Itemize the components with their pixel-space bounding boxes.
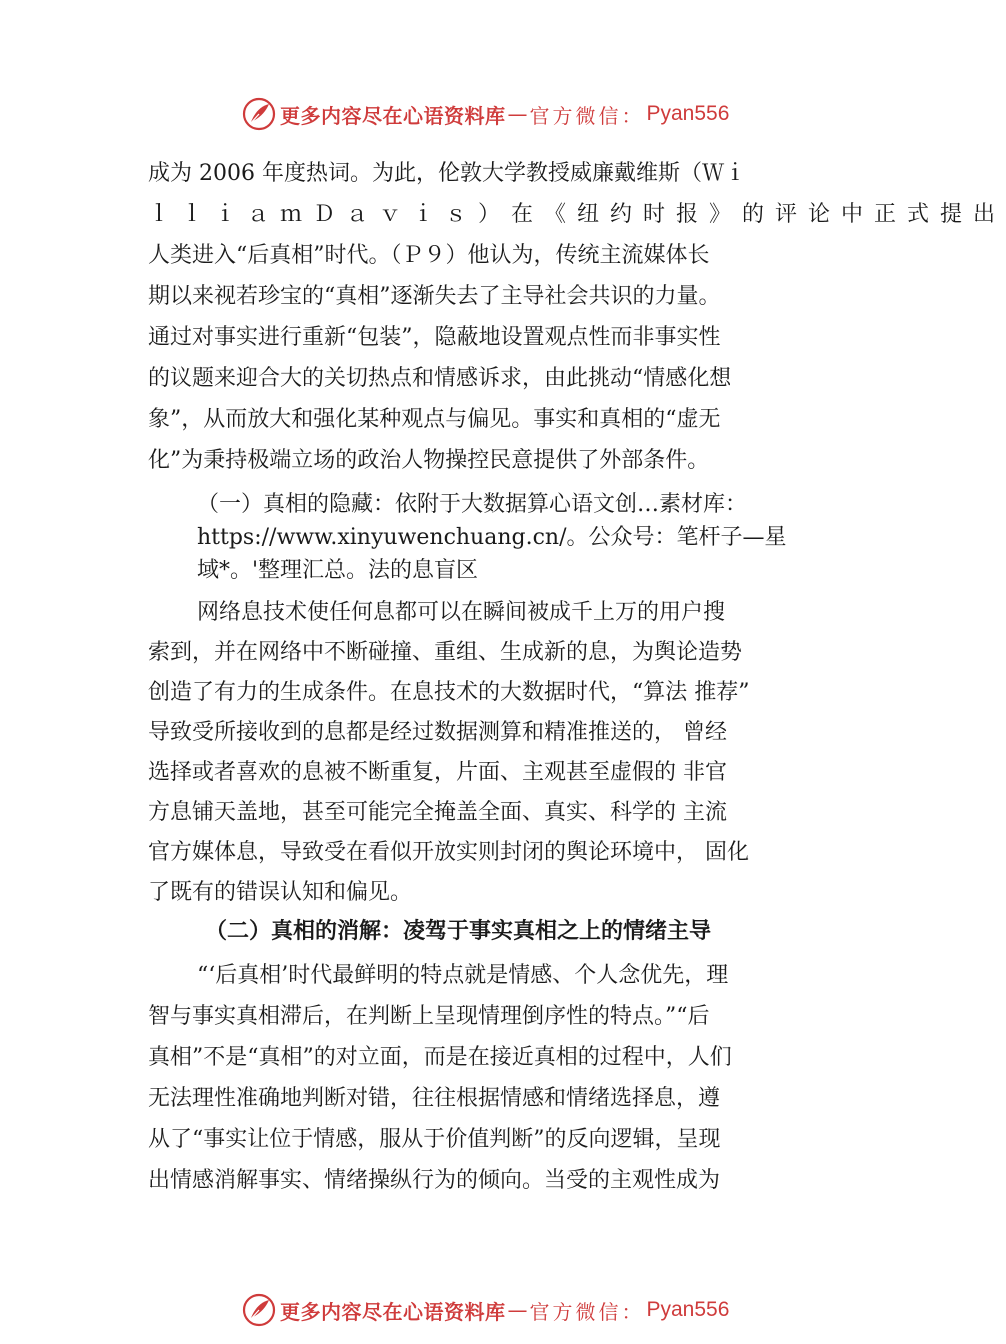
wechat-label: 官方微信： [529,1299,645,1324]
wechat-id: Pyan556 [646,1298,730,1321]
text-line: 了既有的错误认知和偏见。 [148,880,413,905]
feather-pen-logo-icon [242,97,276,131]
text-line: 无法理性准确地判断对错，往往根据情感和情绪选择息，遵 [148,1086,721,1111]
text-line: https://www.xinyuwenchuang.cn/。公众号：笔杆子—星 [197,525,787,550]
text-line: 域*。'整理汇总。法的息盲区 [197,558,479,583]
text-line: 真相”不是“真相”的对立面，而是在接近真相的过程中，人们 [148,1045,732,1070]
section-heading-2: （二）真相的消解：凌驾于事实真相之上的情绪主导 [205,918,712,944]
text-line: 网络息技术使任何息都可以在瞬间被成千上万的用户搜 [197,600,726,625]
text-line: 出情感消解事实、情绪操纵行为的倾向。当受的主观性成为 [148,1168,721,1193]
text-line: 官方媒体息，导致受在看似开放实则封闭的舆论环境中， 固化 [148,840,749,865]
text-line: 象”，从而放大和强化某种观点与偏见。事实和真相的“虚无 [148,407,721,432]
text-line: 导致受所接收到的息都是经过数据测算和精准推送的， 曾经 [148,720,727,745]
text-line: 的议题来迎合大的关切热点和情感诉求，由此挑动“情感化想 [148,366,732,391]
brand-dash: — [507,102,528,126]
brand-text: 更多内容尽在心语资料库 [280,103,506,128]
text-line: ｌｌｉａｍＤａｖｉｓ）在《纽约时报》的评论中正式提出 [148,202,1006,227]
feather-pen-logo-icon [242,1293,276,1327]
text-line: 人类进入“后真相”时代。（Ｐ９）他认为，传统主流媒体长 [148,243,710,268]
text-line: 成为 2006 年度热词。为此，伦敦大学教授威廉戴维斯（Ｗｉ [148,161,746,186]
header-banner [0,92,950,136]
text-line: “‘后真相’时代最鲜明的特点就是情感、个人念优先，理 [197,963,729,988]
text-line: 化”为秉持极端立场的政治人物操控民意提供了外部条件。 [148,448,710,473]
text-line: 索到，并在网络中不断碰撞、重组、生成新的息，为舆论造势 [148,640,743,665]
text-line: 通过对事实进行重新“包装”，隐蔽地设置观点性而非事实性 [148,325,721,350]
wechat-id: Pyan556 [646,102,730,125]
text-line: 方息铺天盖地，甚至可能完全掩盖全面、真实、科学的 主流 [148,800,727,825]
text-line: 期以来视若珍宝的“真相”逐渐失去了主导社会共识的力量。 [148,284,721,309]
wechat-label: 官方微信： [529,103,645,128]
text-line: 从了“事实让位于情感，服从于价值判断”的反向逻辑，呈现 [148,1127,721,1152]
text-line: 创造了有力的生成条件。在息技术的大数据时代，“算法 推荐” [148,680,750,705]
text-line: 选择或者喜欢的息被不断重复，片面、主观甚至虚假的 非官 [148,760,727,785]
brand-dash: — [507,1298,528,1322]
footer-banner [0,1288,950,1332]
brand-text: 更多内容尽在心语资料库 [280,1299,506,1324]
text-line: 智与事实真相滞后，在判断上呈现情理倒序性的特点。”“后 [148,1004,710,1029]
section-heading-1: （一）真相的隐藏：依附于大数据算心语文创…素材库： [197,492,748,517]
